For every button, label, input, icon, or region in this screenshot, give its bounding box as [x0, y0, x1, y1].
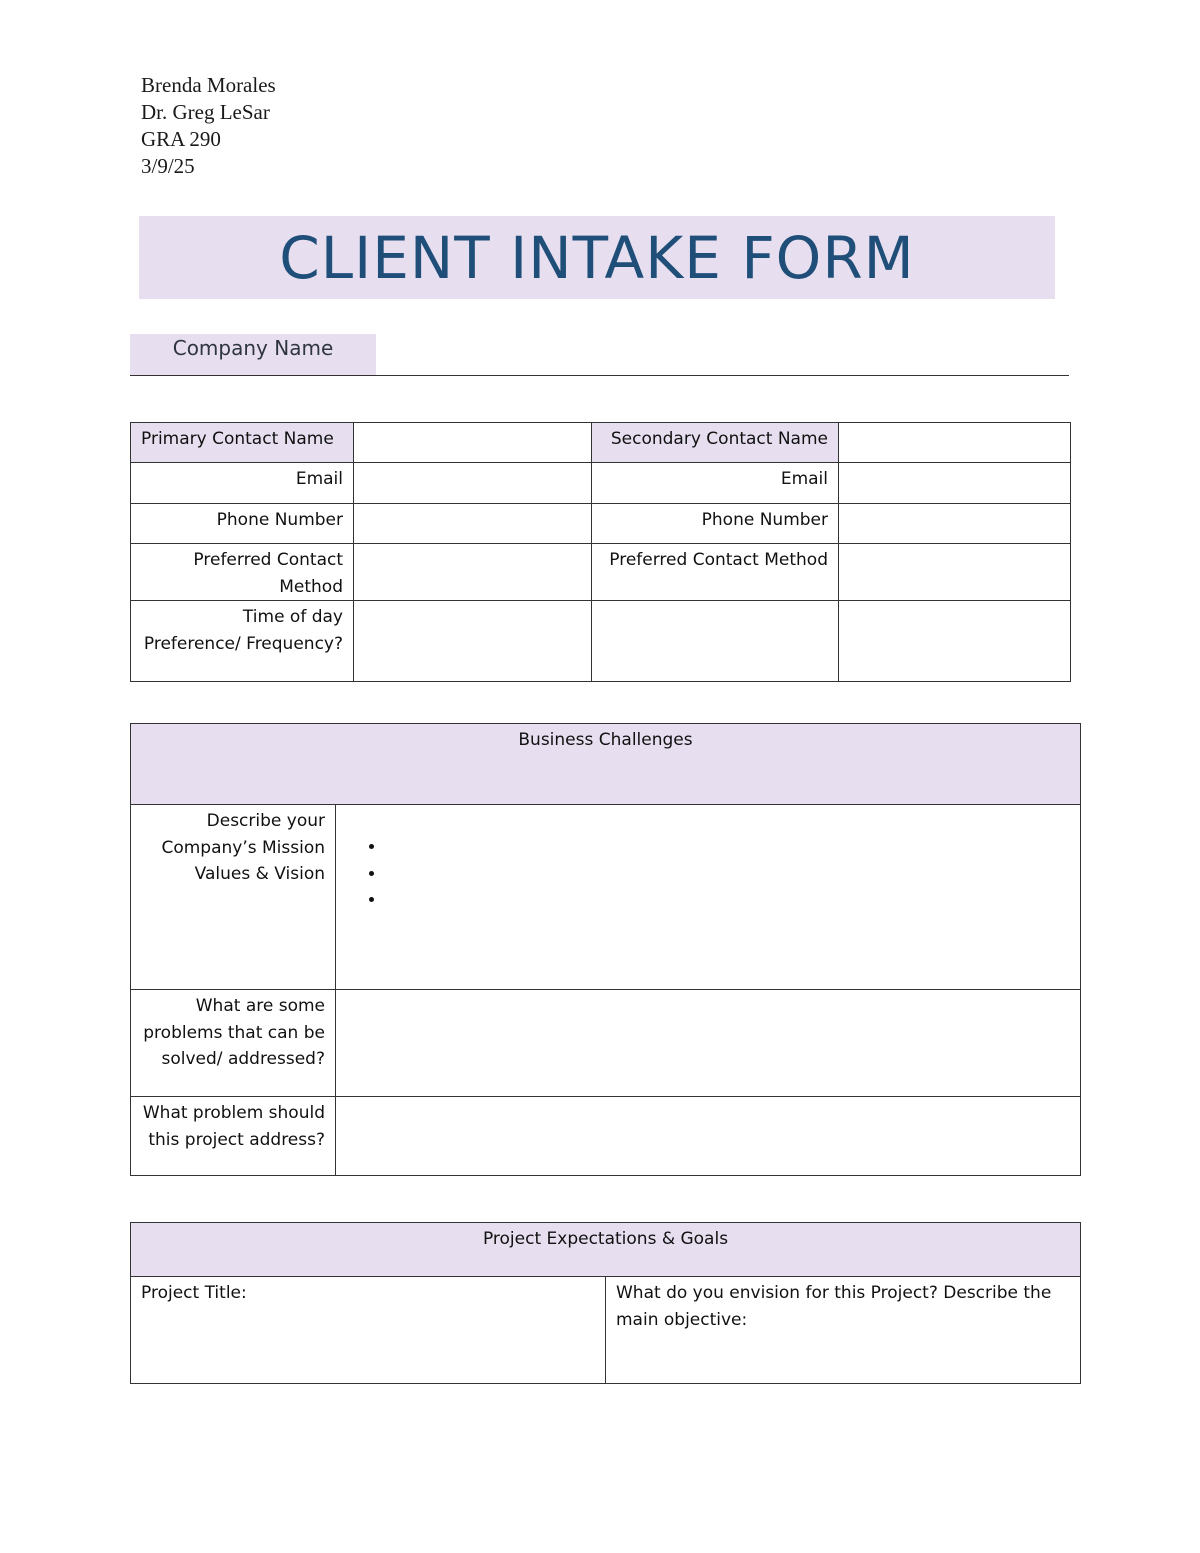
- company-name-label: Company Name: [130, 334, 376, 375]
- primary-email-input[interactable]: [354, 463, 592, 504]
- problems-label: What are some problems that can be solved/ addressed?: [131, 990, 336, 1097]
- business-table: [130, 723, 1081, 1176]
- primary-phone-label: Phone Number: [131, 504, 354, 544]
- instructor-name: Dr. Greg LeSar: [141, 100, 270, 124]
- page-title: CLIENT INTAKE FORM: [279, 223, 915, 292]
- secondary-phone-input[interactable]: [839, 504, 1071, 544]
- date: 3/9/25: [141, 154, 195, 178]
- author-header: [141, 72, 276, 180]
- secondary-email-input[interactable]: [839, 463, 1071, 504]
- project-title-label: Project Title:: [141, 1283, 247, 1303]
- project-envision-field[interactable]: [606, 1277, 1081, 1384]
- primary-contact-input[interactable]: [354, 423, 592, 463]
- business-challenges-header: Business Challenges: [131, 724, 1081, 805]
- course-code: GRA 290: [141, 127, 221, 151]
- project-problem-input[interactable]: [336, 1097, 1081, 1176]
- student-name: Brenda Morales: [141, 73, 276, 97]
- primary-contact-label: Primary Contact Name: [131, 423, 354, 463]
- project-goals-header: Project Expectations & Goals: [131, 1223, 1081, 1277]
- problems-input[interactable]: [336, 990, 1081, 1097]
- list-item[interactable]: [386, 861, 1070, 888]
- project-table: [130, 1222, 1081, 1384]
- primary-phone-input[interactable]: [354, 504, 592, 544]
- mission-label: Describe your Company’s Mission Values & Vision: [131, 805, 336, 990]
- time-preference-label: Time of day Preference/ Frequency?: [131, 601, 354, 682]
- project-title-field[interactable]: [131, 1277, 606, 1384]
- contact-table: [130, 422, 1071, 682]
- secondary-email-label: Email: [592, 463, 839, 504]
- secondary-preferred-input[interactable]: [839, 544, 1071, 601]
- secondary-preferred-label: Preferred Contact Method: [592, 544, 839, 601]
- secondary-contact-label: Secondary Contact Name: [592, 423, 839, 463]
- primary-preferred-label: Preferred Contact Method: [131, 544, 354, 601]
- list-item[interactable]: [386, 834, 1070, 861]
- secondary-time-input[interactable]: [839, 601, 1071, 682]
- secondary-contact-input[interactable]: [839, 423, 1071, 463]
- mission-bullet-list: [346, 834, 1070, 914]
- secondary-phone-label: Phone Number: [592, 504, 839, 544]
- primary-time-input[interactable]: [354, 601, 592, 682]
- list-item[interactable]: [386, 887, 1070, 914]
- primary-email-label: Email: [131, 463, 354, 504]
- secondary-time-label-cell[interactable]: [592, 601, 839, 682]
- title-banner: [139, 216, 1055, 299]
- company-name-field[interactable]: [130, 375, 1069, 376]
- project-problem-label: What problem should this project address?: [131, 1097, 336, 1176]
- primary-preferred-input[interactable]: [354, 544, 592, 601]
- mission-input[interactable]: [336, 805, 1081, 990]
- project-envision-label: What do you envision for this Project? Describe the main objective:: [616, 1283, 1052, 1330]
